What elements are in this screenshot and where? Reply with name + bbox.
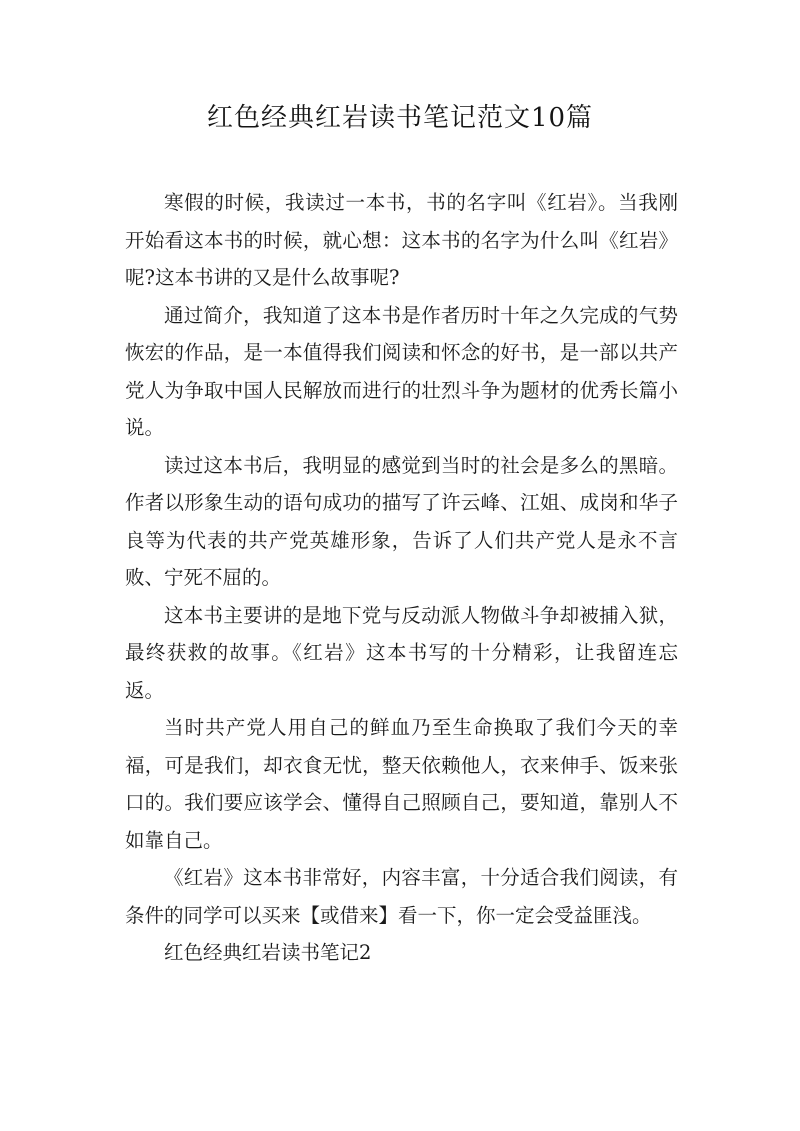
paragraph-2: 通过简介，我知道了这本书是作者历时十年之久完成的气势恢宏的作品，是一本值得我们阅读和怀念的好书，是一部以共产党人为争取中国人民解放而进行的壮烈斗争为题材的优秀长篇小说。 <box>125 303 678 439</box>
paragraph-4: 这本书主要讲的是地下党与反动派人物做斗争却被捕入狱，最终获救的故事。《红岩》这本书写的十分精彩，让我留连忘返。 <box>125 603 678 702</box>
paragraph-1: 寒假的时候，我读过一本书，书的名字叫《红岩》。当我刚开始看这本书的时候，就心想：这本书的名字为什么叫《红岩》呢?这本书讲的又是什么故事呢? <box>125 191 678 289</box>
document-body <box>125 184 678 972</box>
paragraph-5: 当时共产党人用自己的鲜血乃至生命换取了我们今天的幸福，可是我们，却衣食无忧，整天依赖他人，衣来伸手、饭来张口的。我们要应该学会、懂得自己照顾自己，要知道，靠别人不如靠自己。 <box>125 716 678 852</box>
paragraph-6: 《红岩》这本书非常好，内容丰富，十分适合我们阅读，有条件的同学可以买来【或借来】看一下，你一定会受益匪浅。 <box>125 866 678 927</box>
paragraph-3: 读过这本书后，我明显的感觉到当时的社会是多么的黑暗。作者以形象生动的语句成功的描写了许云峰、江姐、成岗和华子良等为代表的共产党英雄形象，告诉了人们共产党人是永不言败、宁死不屈的。 <box>125 453 678 589</box>
document-title: 红色经典红岩读书笔记范文10篇 <box>206 103 594 133</box>
section-heading-2: 红色经典红岩读书笔记2 <box>164 941 372 964</box>
